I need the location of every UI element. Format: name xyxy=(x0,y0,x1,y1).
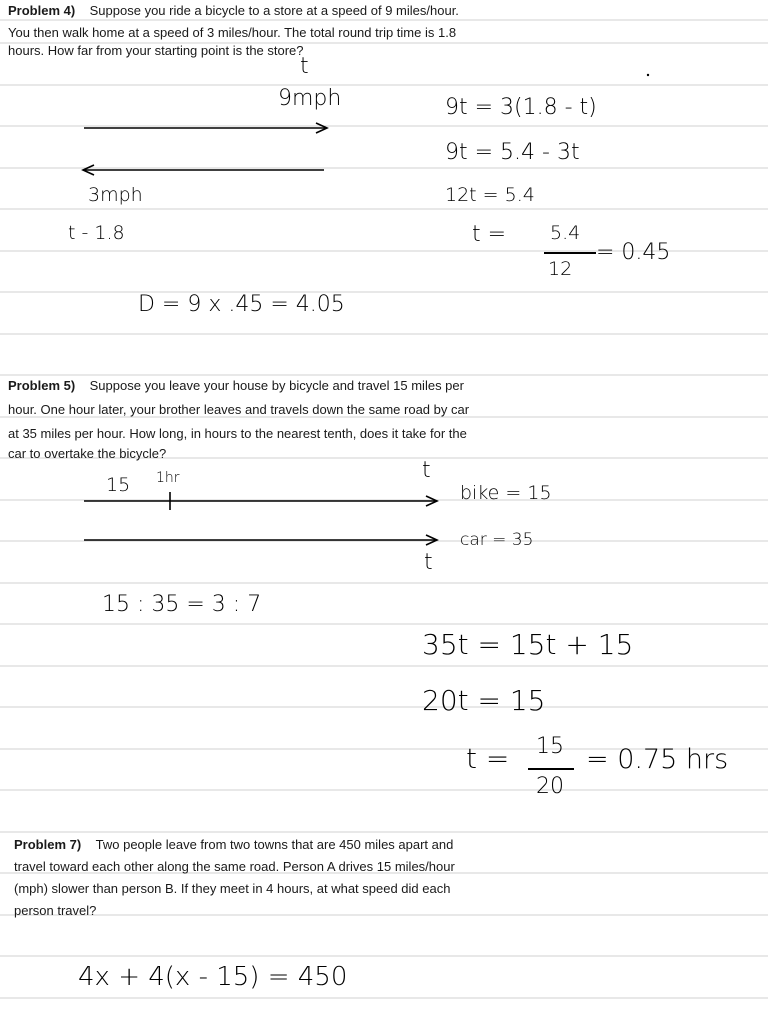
problem-4-text xyxy=(8,0,508,62)
problem-7-label: Problem 7) xyxy=(14,837,82,852)
p5-fraction-bar xyxy=(528,768,574,770)
problem-5-text xyxy=(8,374,518,466)
p5-car-label: car = 35 xyxy=(460,530,534,550)
problem-5-label: Problem 5) xyxy=(8,378,76,393)
p5-t-top: t xyxy=(422,458,431,483)
p5-eq-1: 35t = 15t + 15 xyxy=(422,628,634,661)
problem-4-line-1: Suppose you ride a bicycle to a store at a speed of 9 miles/hour. xyxy=(89,3,459,18)
p4-t-label: t xyxy=(300,54,309,79)
problem-4-line-2: You then walk home at a speed of 3 miles/hour. The total round trip time is 1.8 xyxy=(8,25,457,40)
p5-eq-3-numerator: 15 xyxy=(536,734,564,759)
p4-eq-4-lhs: t = xyxy=(472,222,507,247)
p5-ratio: 15 : 35 = 3 : 7 xyxy=(102,592,262,617)
p4-eq-4-numerator: 5.4 xyxy=(550,222,581,244)
problem-5-line-4: car to overtake the bicycle? xyxy=(8,446,167,461)
p5-hour-mark: 1hr xyxy=(156,470,180,486)
problem-5-line-2: hour. One hour later, your brother leaves and travels down the same road by car xyxy=(8,402,470,417)
problem-7-line-1: Two people leave from two towns that are 450 miles apart and xyxy=(95,837,454,852)
problem-4-line-3: hours. How far from your starting point is the store? xyxy=(8,43,304,58)
problem-7-line-3: (mph) slower than person B. If they meet in 4 hours, at what speed did each xyxy=(14,881,451,896)
p5-bike-label: bike = 15 xyxy=(460,482,552,504)
p4-eq-4-denominator: 12 xyxy=(548,258,573,280)
p4-eq-2: 9t = 5.4 - 3t xyxy=(445,140,580,165)
problem-7-line-4: person travel? xyxy=(14,903,97,918)
p4-speed-back: 3mph xyxy=(88,184,143,206)
p5-eq-2: 20t = 15 xyxy=(422,684,546,717)
problem-4-label: Problem 4) xyxy=(8,3,76,18)
p4-eq-4-rhs: = 0.45 xyxy=(596,240,671,265)
problem-5-line-1: Suppose you leave your house by bicycle and travel 15 miles per xyxy=(89,378,464,393)
p5-eq-3-rhs: = 0.75 hrs xyxy=(586,744,729,775)
p5-eq-3-denominator: 20 xyxy=(536,774,564,799)
p4-eq-3: 12t = 5.4 xyxy=(445,184,535,206)
problem-7-text xyxy=(14,834,524,922)
p7-eq-1: 4x + 4(x - 15) = 450 xyxy=(78,962,348,992)
p4-time-back: t - 1.8 xyxy=(68,222,125,244)
p4-distance: D = 9 x .45 = 4.05 xyxy=(138,292,345,317)
p4-speed-out: 9mph xyxy=(278,86,342,111)
problem-7-line-2: travel toward each other along the same road. Person A drives 15 miles/hour xyxy=(14,859,455,874)
p4-fraction-bar xyxy=(544,252,596,254)
p5-bike-speed-mark: 15 xyxy=(106,474,131,496)
p5-t-bottom: t xyxy=(424,550,433,575)
p4-eq-1: 9t = 3(1.8 - t) xyxy=(445,95,597,120)
p5-eq-3-lhs: t = xyxy=(466,742,510,775)
problem-5-line-3: at 35 miles per hour. How long, in hours to the nearest tenth, does it take for the xyxy=(8,426,467,441)
